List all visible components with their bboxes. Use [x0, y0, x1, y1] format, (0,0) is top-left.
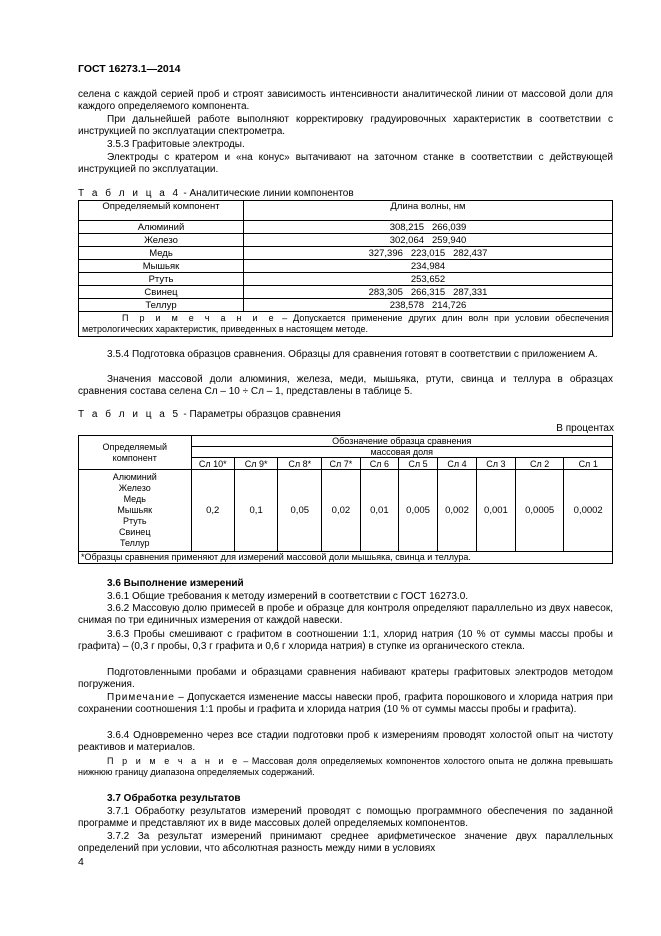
paragraph: селена с каждой серией проб и строят зависимость интенсивности аналитической линии от массовой доли для каждого определяемого компонента.: [78, 89, 613, 113]
paragraph: Электроды с кратером и «на конус» вытачивают на заточном станке в соответствии с действующей инструкцией по эксплуатации.: [78, 152, 613, 176]
note: П р и м е ч а н и е – Массовая доля определяемых компонентов холостого опыта не должна превышать нижнюю границу диапазона определяемых содержаний.: [78, 756, 613, 777]
page-number: 4: [78, 856, 84, 868]
table5-caption-word: Т а б л и ц а 5: [78, 409, 181, 420]
table4-header-wavelength: Длина волны, нм: [244, 201, 613, 221]
table-row: Алюминий 308,215 266,039: [79, 221, 613, 234]
section-title: 3.6 Выполнение измерений: [107, 578, 244, 589]
table4-caption: [78, 188, 354, 199]
paragraph: При дальнейшей работе выполняют корректировку градуировочных характеристик в соответствии с инструкцией по эксплуатации спектрометра.: [78, 114, 613, 138]
paragraph: 3.6.2 Массовую долю примесей в пробе и образце для контроля определяют параллельно из двух навесок, снимая по три единичных измерения от каждой навески.: [78, 603, 613, 627]
table-row: Теллур 238,578 214,726: [79, 299, 613, 312]
document-header: ГОСТ 16273.1—2014: [78, 63, 181, 75]
table4-caption-word: Т а б л и ц а 4: [78, 188, 181, 199]
paragraph: 3.6.4 Одновременно через все стадии подготовки проб к измерениям проводят холостой опыт на чистоту реактивов и материалов.: [78, 730, 613, 754]
section-title: 3.7 Обработка результатов: [107, 793, 241, 804]
table5-sample-row: Сл 10* Сл 9* Сл 8* Сл 7* Сл 6 Сл 5 Сл 4 Сл 3 Сл 2 Сл 1: [79, 458, 613, 470]
paragraph: Подготовленными пробами и образцами сравнения набивают кратеры графитовых электродов методом погружения.: [78, 667, 613, 691]
table4-note: П р и м е ч а н и е – Допускается применение других длин волн при условии обеспечения метрологических характеристик, приведенных в настоящем методе.: [79, 312, 613, 337]
table5-group-header: Обозначение образца сравнения: [191, 436, 612, 447]
paragraph: 3.5.4 Подготовка образцов сравнения. Образцы для сравнения готовят в соответствии с приложением А.: [107, 349, 598, 360]
table4-header-component: Определяемый компонент: [79, 201, 244, 221]
paragraph: 3.6.1 Общие требования к методу измерений в соответствии с ГОСТ 16273.0.: [107, 591, 469, 602]
table-row: Железо 302,064 259,940: [79, 234, 613, 247]
table5-caption: [78, 409, 341, 420]
table-row: Свинец 283,305 266,315 287,331: [79, 286, 613, 299]
table-row: Мышьяк 234,984: [79, 260, 613, 273]
table5-unit: В процентах: [556, 423, 614, 434]
paragraph: 3.7.2 За результат измерений принимают среднее арифметическое значение двух параллельных определений при условии, что абсолютная разность между ними в условиях: [78, 831, 613, 855]
table-row: Ртуть 253,652: [79, 273, 613, 286]
paragraph: 3.6.3 Пробы смешивают с графитом в соотношении 1:1, хлорид натрия (10 % от суммы массы пробы и графита) – (0,3 г пробы, 0,3 г графита и 0,6 г хлорида натрия) в ступке из органического стекла.: [78, 629, 613, 653]
table5-components: Алюминий Железо Медь Мышьяк Ртуть Свинец Теллур: [79, 470, 192, 552]
note: Примечание – Допускается изменение массы навески проб, графита порошкового и хлорида натрия при сохранении соотношения 1:1 пробы и графита и хлорида натрия (10 % от суммы массы пробы и графита).: [78, 692, 613, 716]
table-row: Медь 327,396 223,015 282,437: [79, 247, 613, 260]
paragraph: 3.7.1 Обработку результатов измерений проводят с помощью программного обеспечения по заданной программе и представляют их в виде массовых долей определяемых компонентов.: [78, 806, 613, 830]
table5-value-row: Алюминий Железо Медь Мышьяк Ртуть Свинец Теллур 0,2 0,1 0,05 0,02 0,01 0,005 0,002 0,001 0,0005 0,0002: [79, 470, 613, 552]
table4-caption-text: - Аналитические линии компонентов: [180, 188, 354, 199]
table4: [78, 200, 613, 337]
table5-caption-text: - Параметры образцов сравнения: [180, 409, 341, 420]
paragraph: Значения массовой доли алюминия, железа, меди, мышьяка, ртути, свинца и теллура в образцах сравнения состава селена Сл – 10 ÷ Сл – 1, представлены в таблице 5.: [78, 374, 613, 398]
table5-footnote: *Образцы сравнения применяют для измерений массовой доли мышьяка, свинца и теллура.: [79, 552, 613, 564]
table5-header-component: Определяемый компонент: [79, 436, 192, 470]
paragraph: 3.5.3 Графитовые электроды.: [107, 139, 245, 150]
table5: [78, 435, 613, 564]
table5-sub-header: массовая доля: [191, 447, 612, 458]
